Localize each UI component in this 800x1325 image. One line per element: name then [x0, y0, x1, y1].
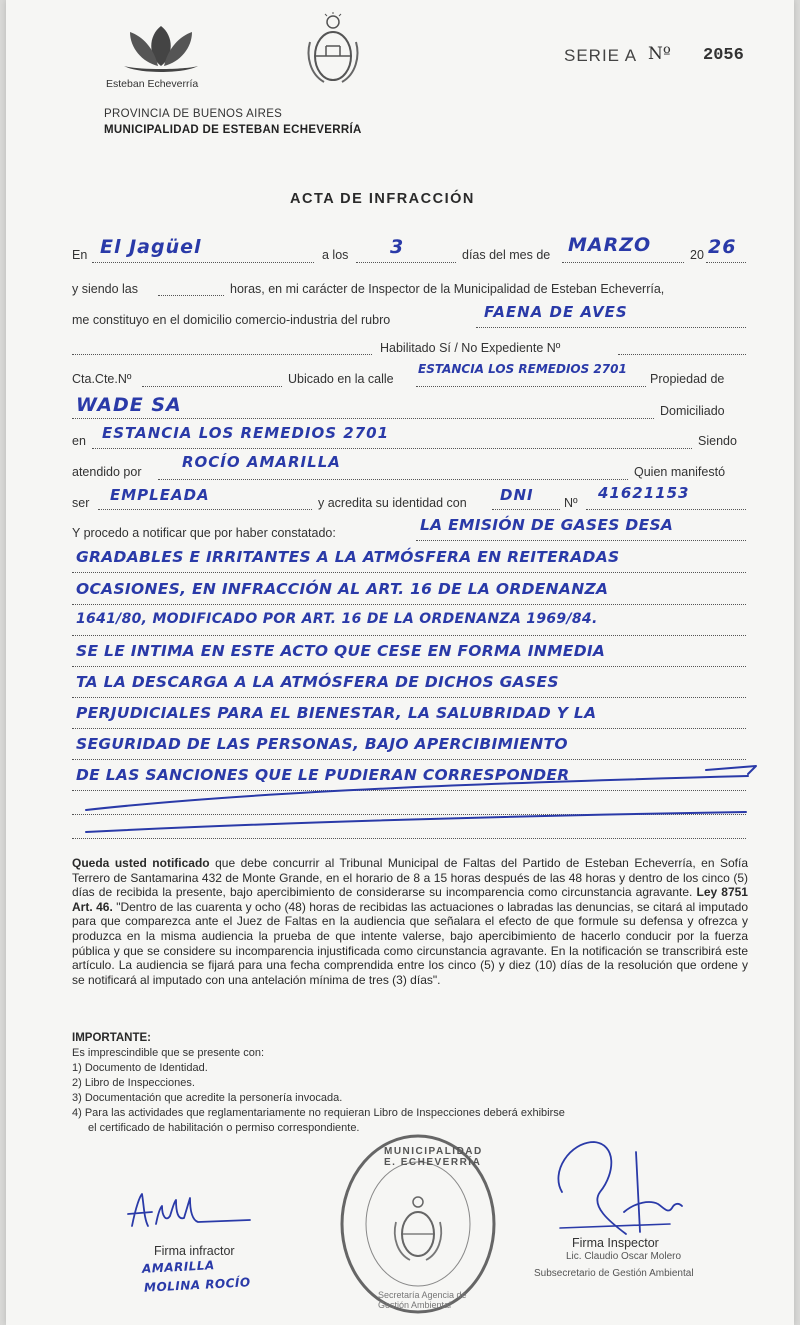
hw-body-line: LA EMISIÓN DE GASES DESA [420, 516, 674, 534]
hw-body-line: 1641/80, MODIFICADO POR ART. 16 DE LA ORDENANZA 1969/84. [76, 611, 598, 627]
label-habilitado: Habilitado Sí / No Expediente Nº [380, 341, 561, 355]
stamp-bottom-text: Secretaría Agencia de Gestión Ambiental [378, 1290, 467, 1310]
label-en: En [72, 248, 88, 262]
label-domiciliado: Domiciliado [660, 404, 725, 418]
hw-calle: ESTANCIA LOS REMEDIOS 2701 [418, 362, 627, 376]
form-sheet [6, 0, 794, 1325]
label-propiedad: Propiedad de [650, 372, 725, 386]
hw-body-line: TA LA DESCARGA A LA ATMÓSFERA DE DICHOS GASES [76, 673, 559, 691]
hw-dia: 3 [390, 236, 405, 258]
field-expediente[interactable] [618, 354, 746, 355]
hw-infractor-name-1: AMARILLA [141, 1258, 216, 1276]
field-numero[interactable] [586, 509, 746, 510]
field-calle[interactable] [416, 386, 646, 387]
hw-atendido: ROCÍO AMARILLA [182, 453, 341, 471]
field-anio[interactable] [706, 262, 746, 263]
hw-mes: MARZO [568, 234, 652, 256]
coat-of-arms-icon [304, 12, 362, 90]
label-y-procedo: Y procedo a notificar que por haber constatado: [72, 526, 336, 540]
hw-body-line: SEGURIDAD DE LAS PERSONAS, BAJO APERCIBIMIENTO [76, 735, 568, 753]
label-a-los: a los [322, 248, 349, 262]
field-domicilio[interactable] [92, 448, 692, 449]
body-line-6[interactable] [72, 697, 746, 698]
field-atendido[interactable] [158, 479, 628, 480]
pen-strike-lines [66, 760, 766, 840]
notice-part2: "Dentro de las cuarenta y ocho (48) horas de recibidas las actuaciones o labradas las denuncias, se citará al imputado para que comparezca ante el Juez de Faltas en la audiencia que señalara el efecto de que formule su defensa y ofrezca y produzca en la misma audiencia la prueba de que intente valerse, bajo apercibimiento de hacerlo conducir por la fuerza pública y que se considere su incomparencia injustificada como circunstancia agravante. En la notificación se transcribirá este artículo. La audiencia se fijará para una fecha comprendida entre los cinco (5) y diez (10) días de la resolución que ordene y se notificará al imputado con una antelación mínima de tres (3) días". [72, 899, 748, 987]
hw-body-line: SE LE INTIMA EN ESTE ACTO QUE CESE EN FORMA INMEDIA [76, 642, 606, 660]
field-rubro-cont[interactable] [72, 354, 372, 355]
label-ser: ser [72, 496, 90, 510]
hw-infractor-name-2: MOLINA ROCÍO [143, 1275, 251, 1295]
label-me-constituyo: me constituyo en el domicilio comercio-industria del rubro [72, 313, 391, 327]
label-siendo: Siendo [698, 434, 737, 448]
notice-part1: que debe concurrir al Tribunal Municipal de Faltas del Partido de Esteban Echeverría, en Sofía Terrero de Santamarina 432 de Monte Grande, en el horario de 8 a 15 horas después de las 48 horas y dentro de los cinco (5) días de recibida la presente, bajo apercibimiento de considerarse su incomparencia como circunstancia agravante. [72, 856, 748, 900]
municipality-name: MUNICIPALIDAD DE ESTEBAN ECHEVERRÍA [104, 124, 362, 136]
logo-caption: Esteban Echeverría [106, 78, 199, 90]
field-documento[interactable] [492, 509, 560, 510]
hw-body-line: PERJUDICIALES PARA EL BIENESTAR, LA SALUBRIDAD Y LA [76, 704, 597, 722]
hw-caracter: EMPLEADA [110, 486, 210, 504]
label-ubicado: Ubicado en la calle [288, 372, 394, 386]
body-line-4[interactable] [72, 635, 746, 636]
body-line-7[interactable] [72, 728, 746, 729]
field-caracter[interactable] [98, 509, 312, 510]
label-atendido-por: atendido por [72, 465, 142, 479]
hw-documento: DNI [500, 486, 534, 504]
field-propietario[interactable] [72, 418, 654, 419]
body-line-3[interactable] [72, 604, 746, 605]
inspector-signature-icon [540, 1132, 700, 1242]
hw-body-line: GRADABLES E IRRITANTES A LA ATMÓSFERA EN REITERADAS [76, 548, 620, 566]
hw-rubro: FAENA DE AVES [484, 303, 628, 321]
hw-numero: 41621153 [598, 484, 690, 502]
serie-label: SERIE A [564, 46, 638, 65]
field-rubro[interactable] [476, 327, 746, 328]
inspector-name: Lic. Claudio Oscar Molero [566, 1251, 682, 1262]
field-horas[interactable] [158, 295, 224, 296]
label-siendo-las: y siendo las [72, 282, 139, 296]
infractor-label: Firma infractor [154, 1244, 235, 1258]
province-name: PROVINCIA DE BUENOS AIRES [104, 108, 283, 120]
important-item: 3) Documentación que acredite la personería invocada. [72, 1092, 343, 1104]
important-title: IMPORTANTE: [72, 1032, 152, 1044]
important-item: el certificado de habilitación o permiso correspondiente. [88, 1122, 360, 1134]
label-en-lower: en [72, 434, 86, 448]
inspector-title: Subsecretario de Gestión Ambiental [534, 1268, 694, 1279]
serie-number: 2056 [703, 46, 744, 65]
important-item: 4) Para las actividades que reglamentariamente no requieran Libro de Inspecciones deberá exhibirse [72, 1107, 565, 1119]
field-mes[interactable] [562, 262, 684, 263]
body-line-1[interactable] [416, 540, 746, 541]
field-cta-cte[interactable] [142, 386, 282, 387]
label-year-prefix: 20 [690, 248, 704, 262]
hw-anio: 26 [708, 236, 737, 258]
label-cta-cte: Cta.Cte.Nº [72, 372, 132, 386]
field-lugar[interactable] [92, 262, 314, 263]
label-acredita: y acredita su identidad con [318, 496, 467, 510]
important-intro: Es imprescindible que se presente con: [72, 1047, 264, 1059]
notice-lead: Queda usted notificado [72, 856, 210, 870]
hw-body-line: OCASIONES, EN INFRACCIÓN AL ART. 16 DE LA ORDENANZA [76, 580, 609, 598]
field-dia[interactable] [356, 262, 456, 263]
important-item: 2) Libro de Inspecciones. [72, 1077, 195, 1089]
label-horas-text: horas, en mi carácter de Inspector de la Municipalidad de Esteban Echeverría, [230, 282, 665, 296]
label-no: Nº [564, 496, 578, 510]
leaf-logo-icon [118, 22, 204, 78]
hw-propietario: WADE SA [76, 394, 182, 416]
notice-paragraph [72, 856, 748, 987]
notice-law: Ley 8751 Art. 46. [72, 885, 748, 914]
serie-no-symbol: Nº [648, 44, 671, 64]
body-line-2[interactable] [72, 572, 746, 573]
infractor-signature-icon [118, 1186, 268, 1236]
label-quien-manifesto: Quien manifestó [634, 465, 726, 479]
hw-domicilio: ESTANCIA LOS REMEDIOS 2701 [102, 424, 390, 442]
body-line-5[interactable] [72, 666, 746, 667]
label-dias-mes: días del mes de [462, 248, 551, 262]
stamp-top-text: MUNICIPALIDAD E. ECHEVERRÍA [384, 1146, 483, 1168]
important-item: 1) Documento de Identidad. [72, 1062, 208, 1074]
inspector-label: Firma Inspector [572, 1236, 659, 1250]
hw-body-line: DE LAS SANCIONES QUE LE PUDIERAN CORRESPONDER [76, 766, 570, 784]
document-title: ACTA DE INFRACCIÓN [290, 191, 475, 207]
hw-lugar: El Jagüel [100, 236, 202, 258]
